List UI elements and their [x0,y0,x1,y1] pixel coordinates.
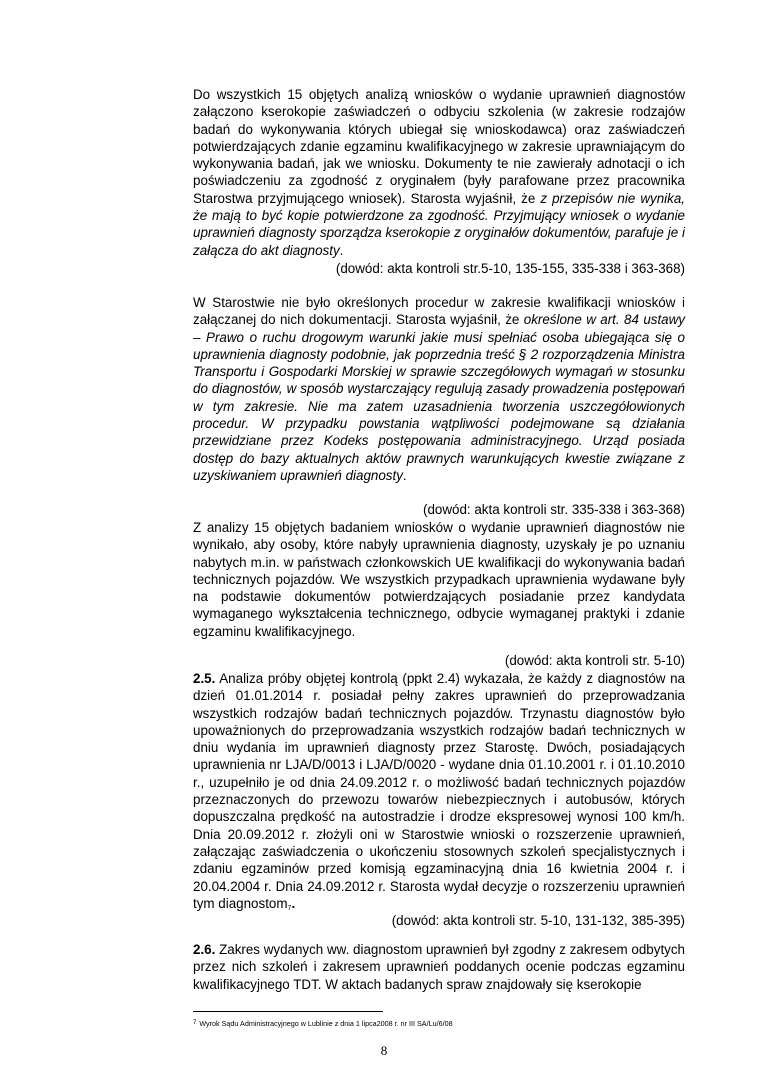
section-number: 2.5. [193,671,216,686]
paragraph-text: Analiza próby objętej kontrolą (ppkt 2.4) wykazała, że każdy z diagnostów na dzień 01.01.2014 r. posiadał pełny zakres uprawnień do przeprowadzania wszystkich rodzajów badań technicznych pojazdów. Trzynastu diagnostów było upoważnionych do przeprowadzania wszystkich rodzajów badań technicznych w dniu wydania im uprawnień diagnosty przez Starostę. Dwóch, posiadających uprawnienia nr LJA/D/0013 i LJA/D/0020 - wydane dnia 01.10.2001 r. i 01.10.2010 r., uzupełniło je od dnia 24.09.2012 r. o możliwość badań technicznych pojazdów przeznaczonych do przewozu towarów niebezpiecznych i autobusów, których dopuszczalna prędkość na autostradzie i drodze ekspresowej wynosi 100 km/h. Dnia 20.09.2012 r. złożyli oni w Starostwie wnioski o rozszerzenie uprawnień, załączając zaświadczenia o ukończeniu stosownych szkoleń specjalistycznych i zdaniu egzaminów przed komisją egzaminacyjną dnia 16 kwietnia 2004 r. i 20.04.2004 r. Dnia 24.09.2012 r. Starosta wydał decyzje o rozszerzeniu uprawnień tym diagnostom [193,671,685,911]
paragraph-end: . [402,467,407,483]
paragraph-section-2-6 [193,941,685,993]
footnote [193,1019,453,1030]
paragraph-end: . [339,242,344,258]
paragraph-section-2-5 [193,670,685,915]
section-number: 2.6. [193,942,216,957]
page-number: 8 [380,1043,388,1058]
evidence-citation-3: (dowód: akta kontroli str. 5-10) [504,653,685,668]
footnote-separator [193,1011,383,1012]
evidence-citation-2: (dowód: akta kontroli str. 335-338 i 363-368) [422,502,685,517]
footnote-text: Wyrok Sądu Administracyjnego w Lublinie z dnia 1 lipca2008 r. nr III SA/Lu/6/08 [197,1019,453,1028]
paragraph-text: Zakres wydanych ww. diagnostom uprawnień był zgodny z zakresem odbytych przez nich szkoleń i zakresem uprawnień poddanych ocenie podczas egzaminu kwalifikacyjnego TDT. W aktach badanych spraw znajdowały się kserokopie [193,942,685,992]
evidence-citation-1: (dowód: akta kontroli str.5-10, 135-155, 335-338 i 363-368) [335,261,685,276]
paragraph-procedures [193,294,685,484]
paragraph-quote: z przepisów nie wynika, że mają to być kopie potwierdzone za zgodność. Przyjmujący wniosek o wydanie uprawnień diagnosty sporządza kserokopie z oryginałów dokumentów, parafuje je i załącza do akt diagnosty [193,190,685,258]
paragraph-attachments [193,86,685,259]
footnote-number: 7 [193,1020,197,1026]
paragraph-analysis: Z analizy 15 objętych badaniem wniosków o wydanie uprawnień diagnostów nie wynikało, aby osoby, które nabyły uprawnienia diagnosty, uzyskały je po uznaniu nabytych m.in. w państwach członkowskich UE kwalifikacji do wykonywania badań technicznych pojazdów. We wszystkich przypadkach uprawnienia wydawane były na podstawie dokumentów potwierdzających posiadanie przez kandydata wymaganego wykształcenia technicznego, odbycie wymaganej praktyki i zdanie egzaminu kwalifikacyjnego. [193,520,685,639]
paragraph-quote: określone w art. 84 ustawy – Prawo o ruchu drogowym warunki jakie musi spełniać osoba ubiegająca się o uprawnienia diagnosty podobnie, jak poprzednia treść § 2 rozporządzenia Ministra Transportu i Gospodarki Morskiej w sprawie szczegółowych wymagań w stosunku do diagnostów, w sposób wystarczający regulują zasady prowadzenia postępowań w tym zakresie. Nie ma zatem uzasadnienia tworzenia uszczegółowionych procedur. W przypadku powstania wątpliwości podejmowane są działania przewidziane przez Kodeks postępowania administracyjnego. Urząd posiada dostęp do bazy aktualnych aktów prawnych warunkujących kwestie związane z uzyskiwaniem uprawnień diagnosty [193,312,685,483]
footnote-reference[interactable]: 7 [287,904,292,912]
paragraph-text: W Starostwie nie było określonych procedur w zakresie kwalifikacji wniosków i załączanej do nich dokumentacji. Starosta wyjaśnił, że [193,295,685,328]
paragraph-end: . [291,895,296,911]
paragraph-text: Do wszystkich 15 objętych analizą wniosków o wydanie uprawnień diagnostów załączono kserokopie zaświadczeń o odbyciu szkolenia (w zakresie rodzajów badań do wykonywania których ubiegał się wnioskodawca) oraz zaświadczeń potwierdzających zdanie egzaminu kwalifikacyjnego w zakresie uprawniającym do wykonywania badań, jak we wniosku. Dokumenty te nie zawierały adnotacji o ich poświadczeniu za zgodność z oryginałem (były parafowane przez pracownika Starostwa przyjmującego wniosek). Starosta wyjaśnił, że [193,87,685,206]
evidence-citation-4: (dowód: akta kontroli str. 5-10, 131-132, 385-395) [391,913,685,928]
